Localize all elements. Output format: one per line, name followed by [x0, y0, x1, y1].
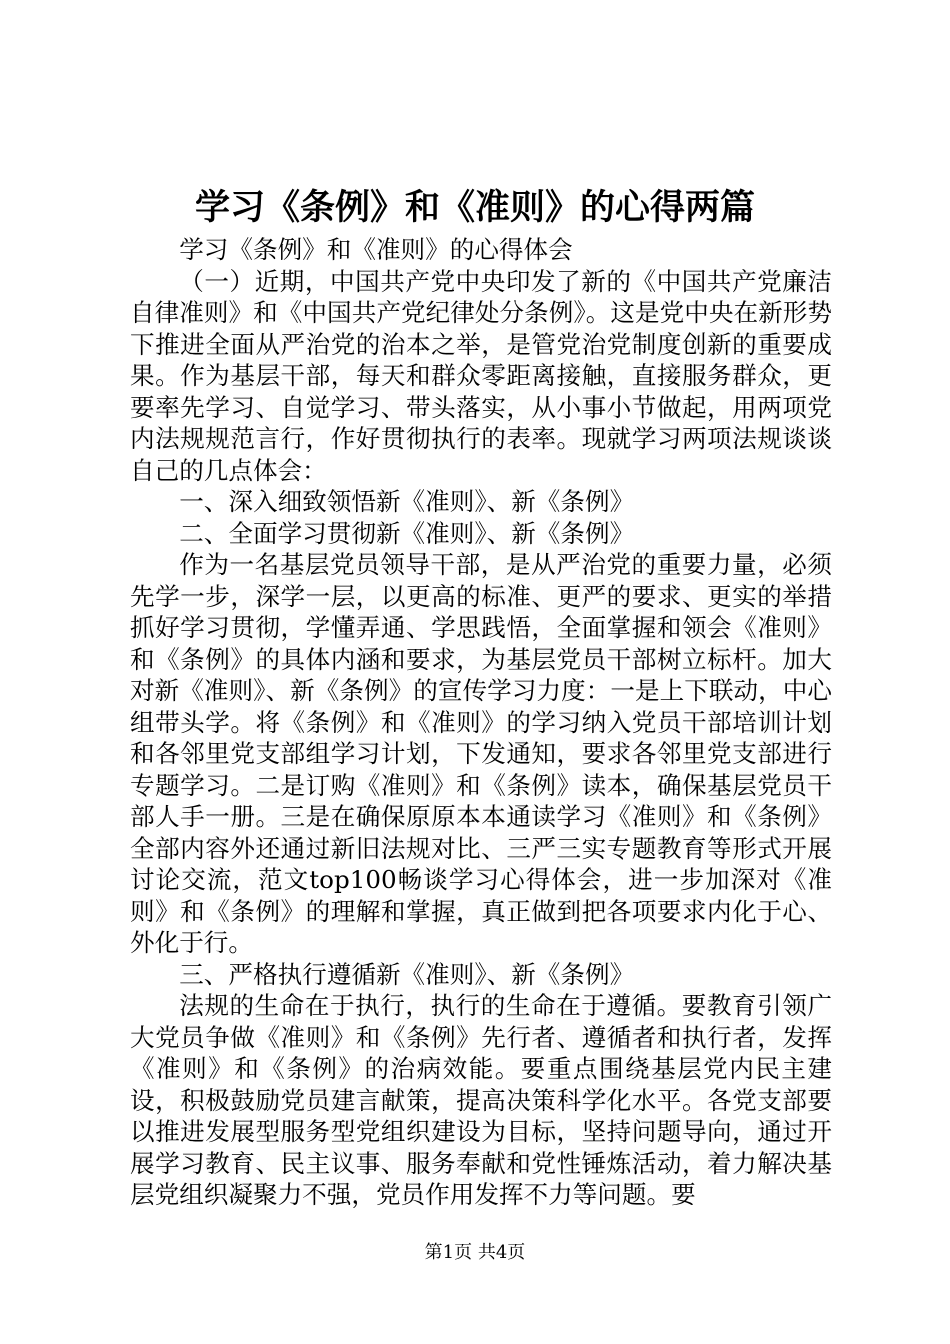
paragraph-section-3: 法规的生命在于执行，执行的生命在于遵循。要教育引领广大党员争做《准则》和《条例》先行者、遵循者和执行者，发挥《准则》和《条例》的治病效能。要重点围绕基层党内民主建设，积极鼓励党员建言献策，提高决策科学化水平。各党支部要以推进发展型服务型党组织建设为目标，坚持问题导向，通过开展学习教育、民主议事、服务奉献和党性锤炼活动，着力解决基层党组织凝聚力不强，党员作用发挥不力等问题。要: [130, 991, 832, 1209]
document-body: [130, 234, 832, 1211]
page-number-footer: 第1页 共4页: [424, 1242, 526, 1263]
section-heading-1: 一、深入细致领悟新《准则》、新《条例》: [179, 487, 635, 516]
document-title: 学习《条例》和《准则》的心得两篇: [194, 187, 755, 228]
section-heading-3: 三、严格执行遵循新《准则》、新《条例》: [179, 959, 635, 989]
paragraph-section-2: 作为一名基层党员领导干部，是从严治党的重要力量，必须先学一步，深学一层，以更高的标准、更严的要求、更实的举措抓好学习贯彻，学懂弄通、学思践悟，全面掌握和领会《准则》和《条例》的具体内涵和要求，为基层党员干部树立标杆。加大对新《准则》、新《条例》的宣传学习力度：一是上下联动，中心组带头学。将《条例》和《准则》的学习纳入党员干部培训计划和各邻里党支部组学习计划，下发通知，要求各邻里党支部进行专题学习。二是订购《准则》和《条例》读本，确保基层党员干部人手一册。三是在确保原原本本通读学习《准则》和《条例》全部内容外还通过新旧法规对比、三严三实专题教育等形式开展讨论交流，范文top100畅谈学习心得体会，进一步加深对《准则》和《条例》的理解和掌握，真正做到把各项要求内化于心、外化于行。: [130, 550, 832, 957]
document-subtitle: 学习《条例》和《准则》的心得体会: [179, 235, 573, 264]
paragraph-intro: （一）近期，中国共产党中央印发了新的《中国共产党廉洁自律准则》和《中国共产党纪律处分条例》。这是党中央在新形势下推进全面从严治党的治本之举，是管党治党制度创新的重要成果。作为基层干部，每天和群众零距离接触，直接服务群众，更要率先学习、自觉学习、带头落实，从小事小节做起，用两项党内法规规范言行，作好贯彻执行的表率。现就学习两项法规谈谈自己的几点体会：: [130, 266, 832, 485]
section-heading-2: 二、全面学习贯彻新《准则》、新《条例》: [179, 518, 635, 548]
